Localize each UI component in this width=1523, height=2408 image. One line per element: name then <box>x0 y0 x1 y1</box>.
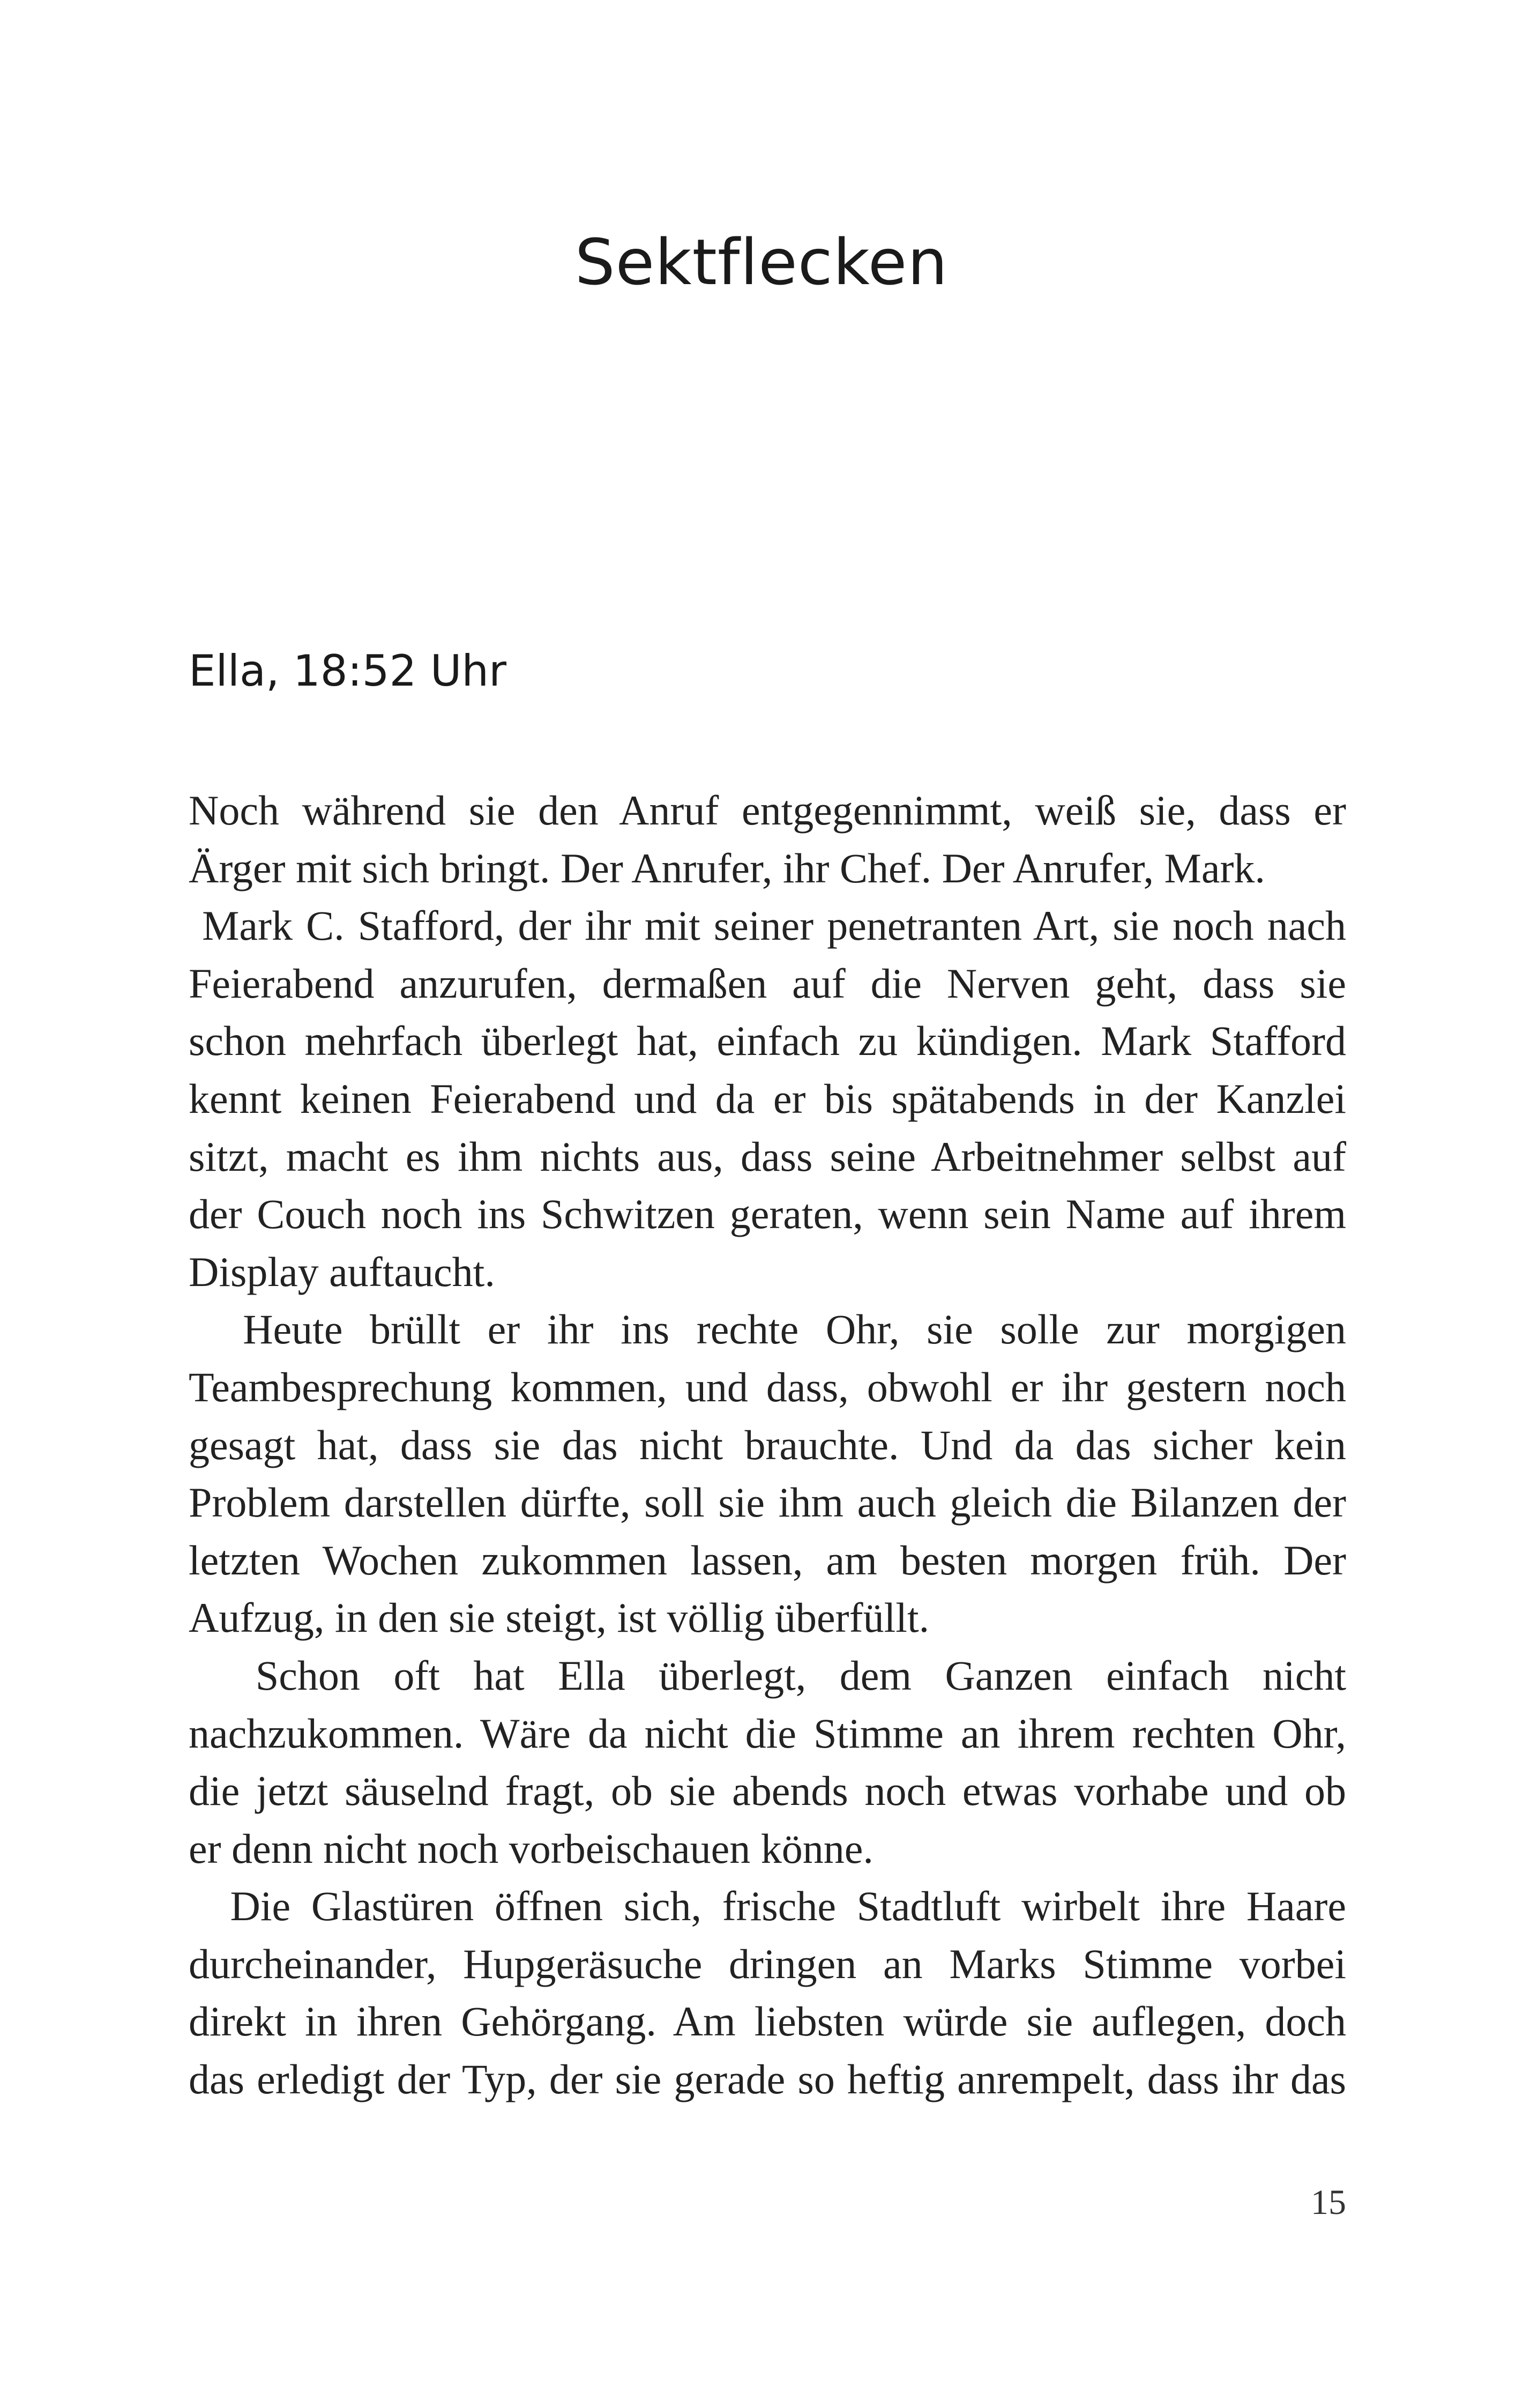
text-line: schon mehrfach überlegt hat, einfach zu kündigen. Mark Stafford <box>189 1017 1346 1065</box>
body-text <box>189 782 1346 2108</box>
text-line: Teambesprechung kommen, und dass, obwohl er ihr gestern noch <box>189 1363 1346 1410</box>
text-line: kennt keinen Feierabend und da er bis spätabends in der Kanzlei <box>189 1075 1346 1122</box>
text-line: Display auftaucht. <box>189 1248 495 1295</box>
text-line: letzten Wochen zukommen lassen, am besten morgen früh. Der <box>189 1536 1346 1584</box>
text-line: Schon oft hat Ella überlegt, dem Ganzen einfach nicht <box>189 1652 1346 1699</box>
text-line: er denn nicht noch vorbeischauen könne. <box>189 1825 874 1872</box>
chapter-title: Sektflecken <box>574 225 949 299</box>
section-heading: Ella, 18:52 Uhr <box>189 646 507 696</box>
text-line: nachzukommen. Wäre da nicht die Stimme an ihrem rechten Ohr, <box>189 1710 1346 1757</box>
text-line: Die Glastüren öffnen sich, frische Stadtluft wirbelt ihre Haare <box>189 1883 1346 1930</box>
text-line: Noch während sie den Anruf entgegennimmt, weiß sie, dass er <box>189 787 1346 834</box>
text-line: Heute brüllt er ihr ins rechte Ohr, sie solle zur morgigen <box>189 1306 1346 1353</box>
page-number: 15 <box>1311 2183 1346 2222</box>
text-line: gesagt hat, dass sie das nicht brauchte. Und da das sicher kein <box>189 1421 1346 1468</box>
text-line: Mark C. Stafford, der ihr mit seiner penetranten Art, sie noch nach <box>189 902 1346 949</box>
text-line: Problem darstellen dürfte, soll sie ihm auch gleich die Bilanzen der <box>189 1479 1346 1526</box>
text-line: Feierabend anzurufen, dermaßen auf die Nerven geht, dass sie <box>189 960 1346 1007</box>
text-line: die jetzt säuselnd fragt, ob sie abends noch etwas vorhabe und ob <box>189 1767 1346 1815</box>
text-line: Aufzug, in den sie steigt, ist völlig überfüllt. <box>189 1594 930 1641</box>
text-line: Ärger mit sich bringt. Der Anrufer, ihr Chef. Der Anrufer, Mark. <box>189 844 1265 891</box>
text-line: durcheinander, Hupgeräsuche dringen an Marks Stimme vorbei <box>189 1940 1346 1987</box>
text-line: der Couch noch ins Schwitzen geraten, wenn sein Name auf ihrem <box>189 1191 1346 1238</box>
text-line: das erledigt der Typ, der sie gerade so heftig anrempelt, dass ihr das <box>189 2056 1346 2103</box>
text-line: sitzt, macht es ihm nichts aus, dass seine Arbeitnehmer selbst auf <box>189 1133 1346 1180</box>
text-line: direkt in ihren Gehörgang. Am liebsten würde sie auflegen, doch <box>189 1998 1346 2045</box>
